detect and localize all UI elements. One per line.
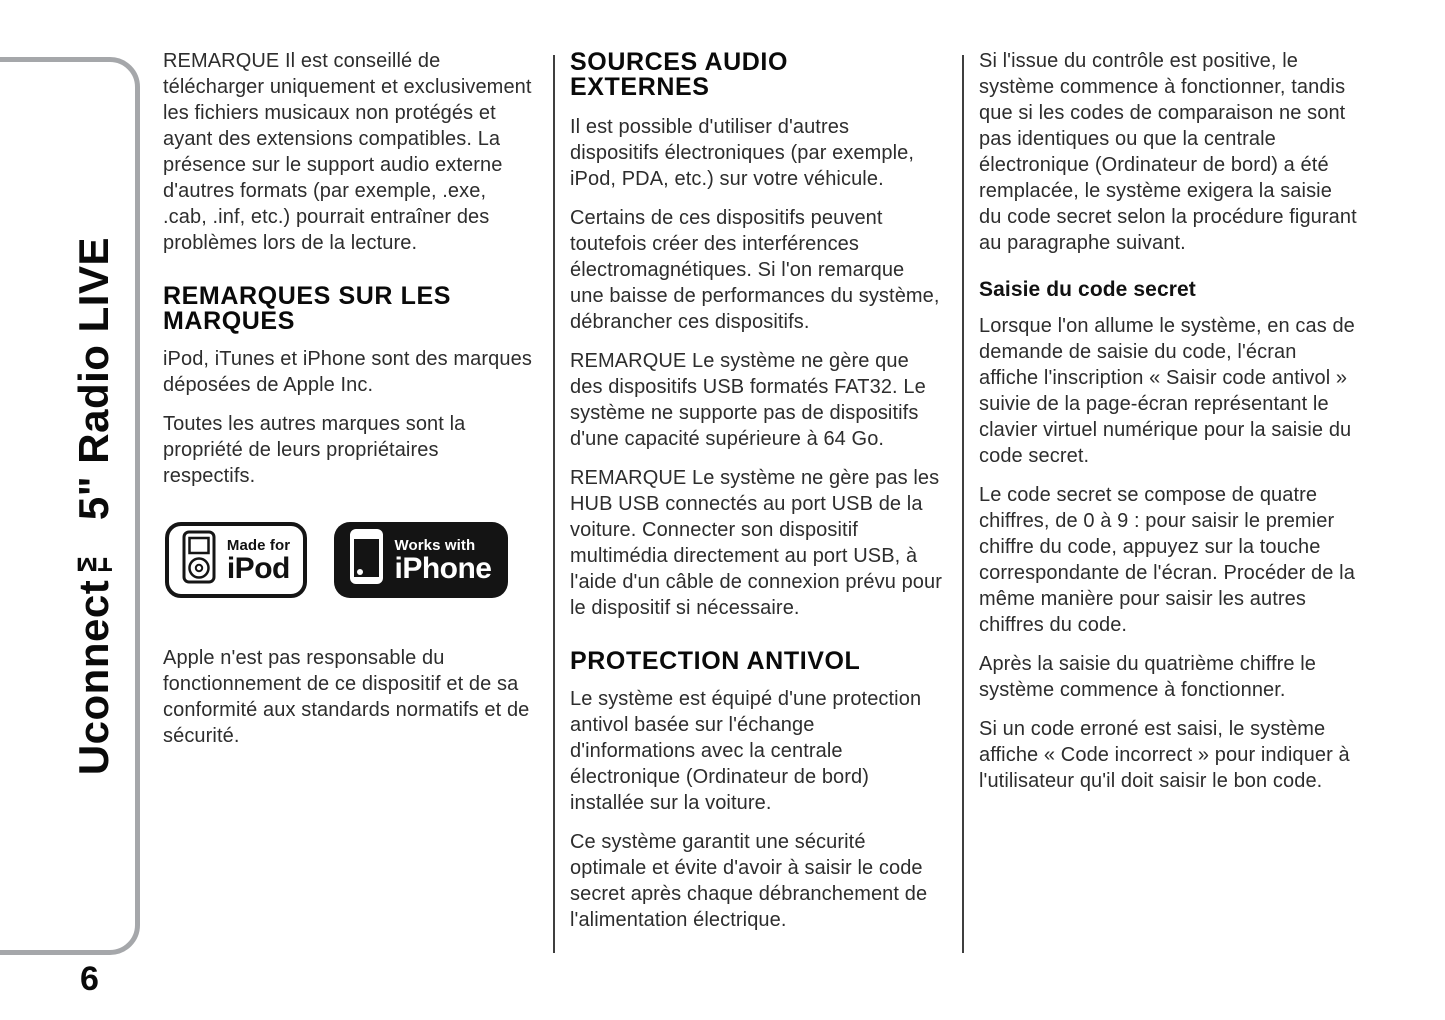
paragraph-other-trademarks: Toutes les autres marques sont la propriété de leurs propriétaires respectifs. (163, 413, 466, 487)
paragraph-antitheft-system: Le système est équipé d'une protection antivol basée sur l'échange d'informations avec la centrale électronique (Ordinateur de bord) installée sur la voiture. (570, 688, 922, 814)
ipod-icon (182, 530, 216, 591)
chapter-title-wrap (66, 57, 122, 955)
works-with-iphone-badge (334, 522, 508, 598)
column-divider (553, 55, 555, 953)
paragraph-remarque-hub-usb: REMARQUE Le système ne gère pas les HUB USB connectés au port USB de la voiture. Connecter son dispositif multimédia directement au port USB, à l'aide d'un câble de connexion prévu pour le dispositif si nécessaire. (570, 467, 942, 619)
heading-sources-audio-externes: SOURCES AUDIO EXTERNES (570, 48, 789, 101)
iphone-icon (350, 529, 383, 591)
paragraph-apple-trademarks: iPod, iTunes et iPhone sont des marques déposées de Apple Inc. (163, 348, 532, 396)
paragraph-interference: Certains de ces dispositifs peuvent toutefois créer des interférences électromagnétiques. Si l'on remarque une baisse de performances du système, débrancher ces dispositifs. (570, 207, 940, 333)
paragraph-wrong-code: Si un code erroné est saisi, le système affiche « Code incorrect » pour indiquer à l'utilisateur qu'il doit saisir le bon code. (979, 718, 1350, 792)
subheading-saisie-du-code-secret: Saisie du code secret (979, 278, 1196, 301)
paragraph-fourth-digit: Après la saisie du quatrième chiffre le système commence à fonctionner. (979, 653, 1317, 701)
paragraph-code-entry-screen: Lorsque l'on allume le système, en cas de demande de saisie du code, l'écran affiche l'inscription « Saisir code antivol » suivie de la page-écran représentant le clavier virtuel numérique pour la saisie du code secret. (979, 315, 1355, 467)
paragraph-apple-disclaimer: Apple n'est pas responsable du fonctionnement de ce dispositif et de sa conformité aux standards normatifs et de sécurité. (163, 647, 530, 747)
column-2 (570, 48, 942, 946)
apple-badges-row (165, 522, 535, 598)
column-divider (962, 55, 964, 953)
paragraph-code-four-digits: Le code secret se compose de quatre chiffres, de 0 à 9 : pour saisir le premier chiffre du code, appuyez sur la touche correspondante de l'écran. Procéder de la même manière pour saisir les autres chiffres du code. (979, 484, 1355, 636)
column-3 (979, 48, 1360, 807)
page-number: 6 (80, 960, 99, 998)
made-for-ipod-badge (165, 522, 307, 598)
paragraph-antitheft-security: Ce système garantit une sécurité optimale et évite d'avoir à saisir le code secret après chaque débranchement de l'alimentation électrique. (570, 831, 928, 931)
heading-protection-antivol: PROTECTION ANTIVOL (570, 647, 861, 675)
heading-remarques-sur-les-marques: REMARQUES SUR LES MARQUES (163, 282, 452, 335)
paragraph-remarque-download: REMARQUE Il est conseillé de télécharger uniquement et exclusivement les fichiers musicaux non protégés et ayant des extensions compatibles. La présence sur le support audio externe d'autres formats (par exemple, .exe, .cab, .inf, etc.) pourrait entraîner des problèmes lors de la lecture. (163, 50, 532, 254)
paragraph-external-devices: Il est possible d'utiliser d'autres dispositifs électroniques (par exemple, iPod, PDA, etc.) sur votre véhicule. (570, 116, 915, 190)
made-for-ipod-label: Made for iPod (226, 536, 291, 585)
paragraph-remarque-fat32: REMARQUE Le système ne gère que des dispositifs USB formatés FAT32. Le système ne supporte pas de dispositifs d'une capacité supérieure à 64 Go. (570, 350, 926, 450)
paragraph-check-result: Si l'issue du contrôle est positive, le système commence à fonctionner, tandis que si les codes de comparaison ne sont pas identiques ou que la centrale électronique (Ordinateur de bord) a été remplacée, le système exigera la saisie du code secret selon la procédure figurant au paragraphe suivant. (979, 50, 1357, 254)
chapter-title-vertical: Uconnect™ 5" Radio LIVE (70, 236, 117, 776)
column-1 (163, 48, 535, 762)
works-with-iphone-label: Works with iPhone (394, 536, 492, 585)
